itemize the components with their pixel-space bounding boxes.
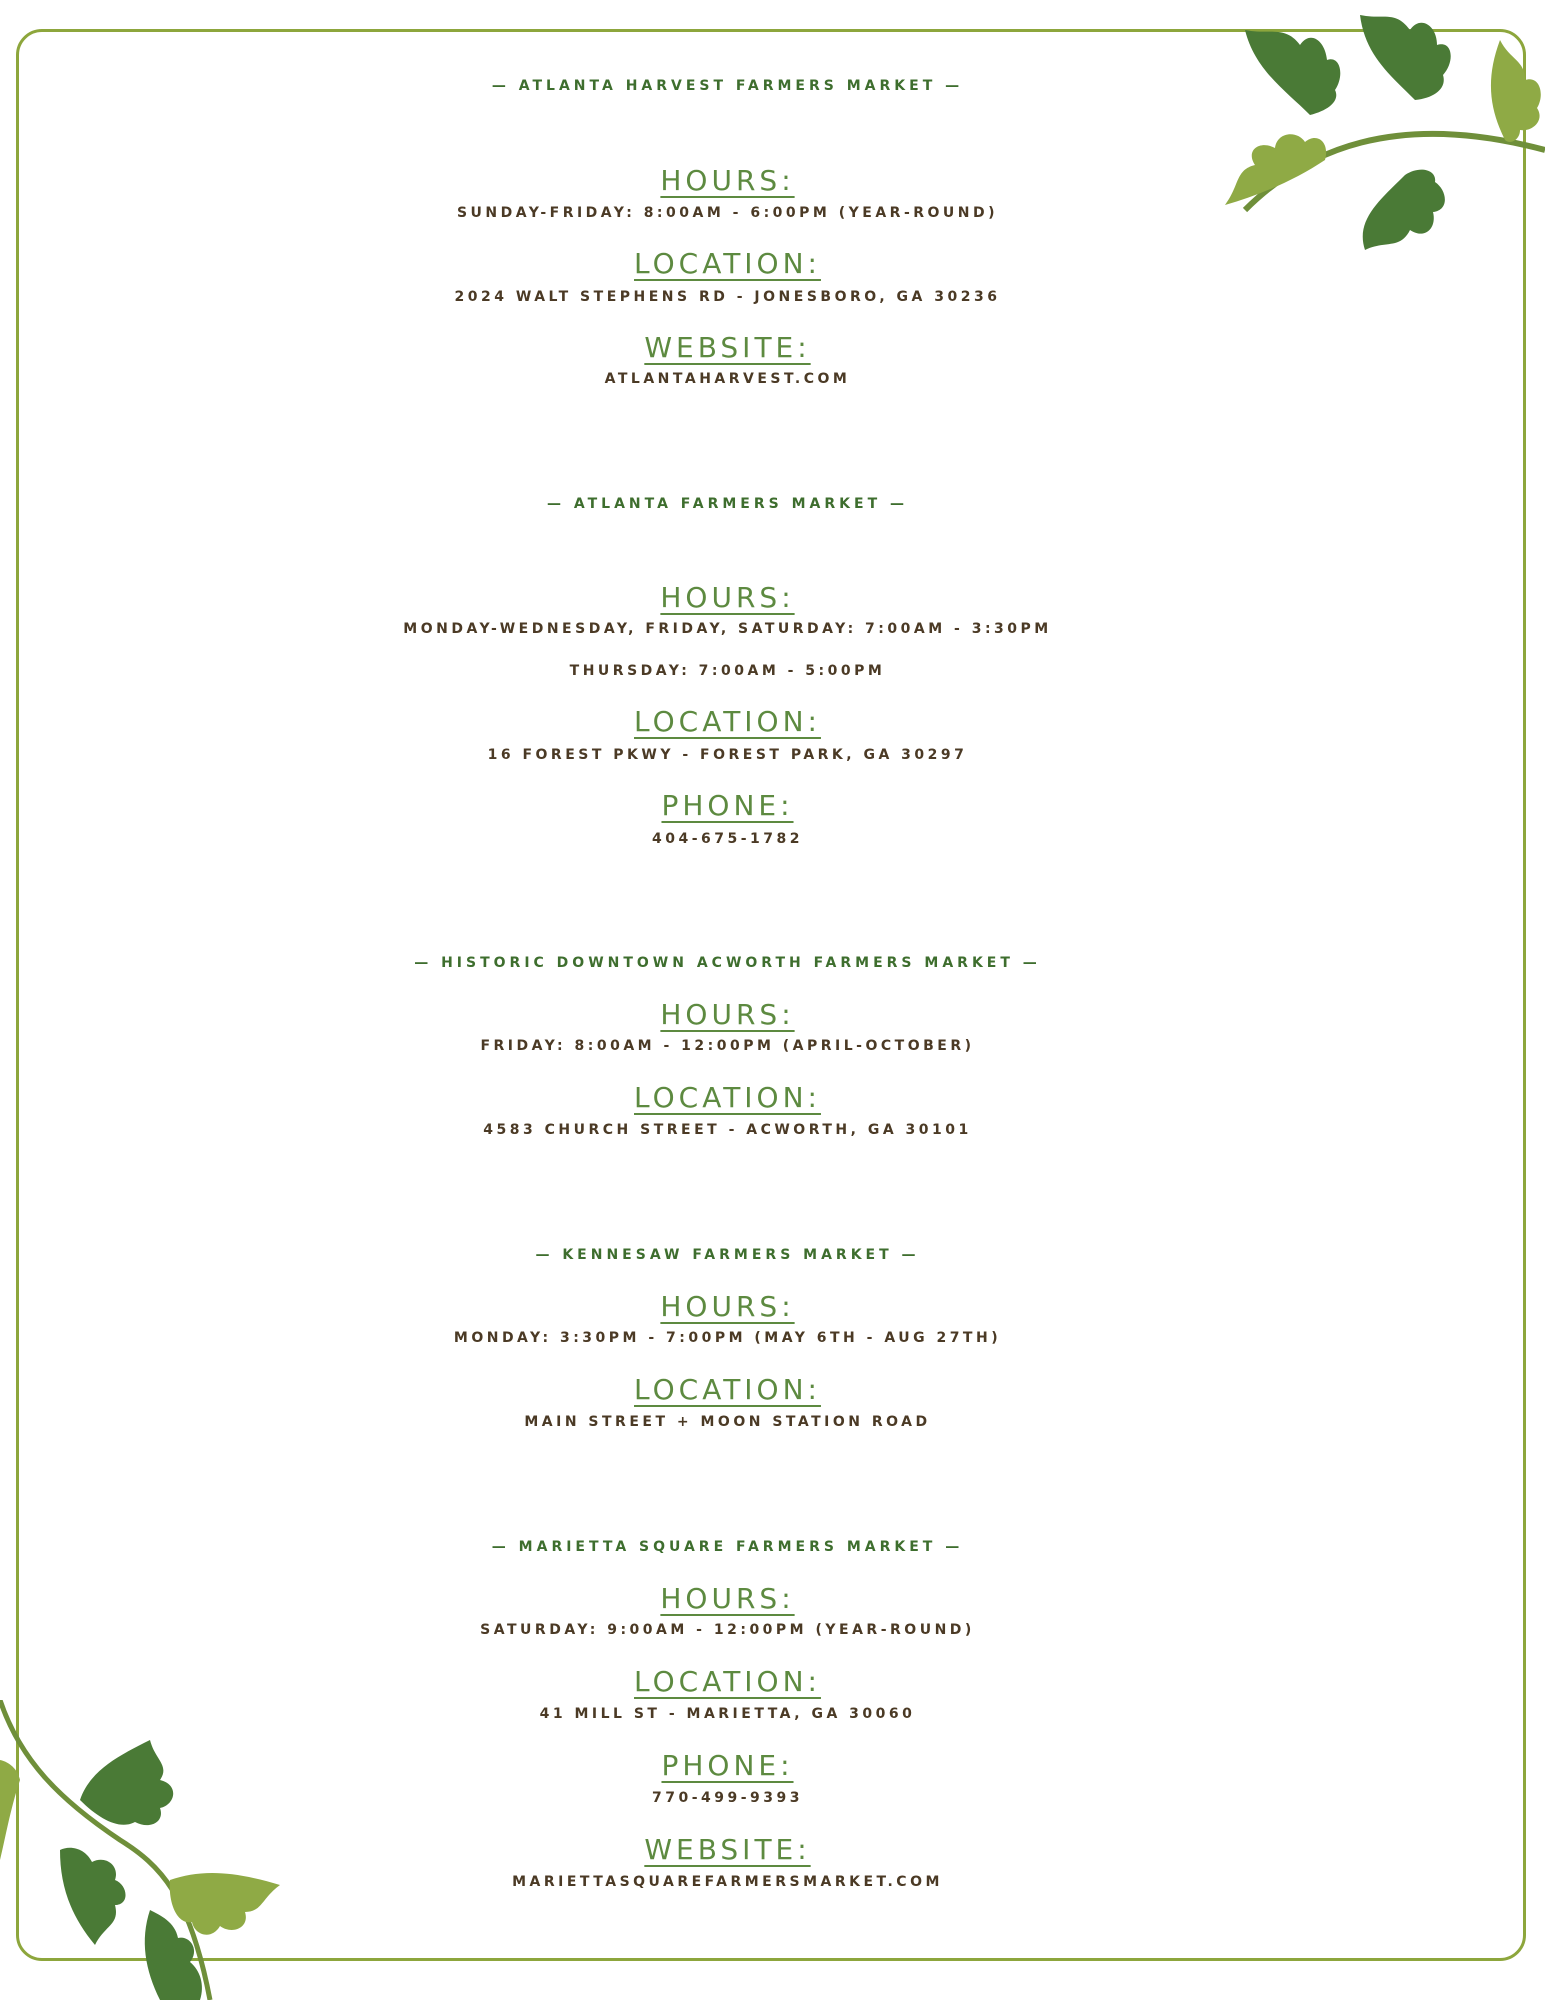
phone-value: 404-675-1782 (651, 831, 804, 847)
market-title: — MARIETTA SQUARE FARMERS MARKET — (491, 1539, 964, 1555)
hours-label: HOURS: (660, 1582, 795, 1615)
location-label: LOCATION: (634, 247, 821, 280)
location-label: LOCATION: (634, 705, 821, 738)
location-value: 4583 CHURCH STREET - ACWORTH, GA 30101 (483, 1122, 972, 1138)
location-value: 2024 WALT STEPHENS RD - JONESBORO, GA 30236 (454, 289, 1001, 305)
market-title: — ATLANTA FARMERS MARKET — (546, 496, 908, 512)
hours-value: MONDAY: 3:30PM - 7:00PM (MAY 6TH - AUG 27TH) (453, 1330, 1002, 1346)
website-link[interactable]: ATLANTAHARVEST.COM (604, 371, 851, 387)
hours-label: HOURS: (660, 164, 795, 197)
oak-leaves-top-right-icon (1215, 0, 1545, 260)
hours-value: FRIDAY: 8:00AM - 12:00PM (APRIL-OCTOBER) (480, 1038, 975, 1054)
location-label: LOCATION: (634, 1373, 821, 1406)
website-label: WEBSITE: (644, 331, 811, 364)
market-title: — HISTORIC DOWNTOWN ACWORTH FARMERS MARKET — (414, 955, 1041, 971)
hours-value: THURSDAY: 7:00AM - 5:00PM (569, 663, 886, 679)
hours-label: HOURS: (660, 1290, 795, 1323)
location-label: LOCATION: (634, 1081, 821, 1114)
hours-label: HOURS: (660, 581, 795, 614)
hours-label: HOURS: (660, 998, 795, 1031)
phone-label: PHONE: (661, 1749, 794, 1782)
market-title: — KENNESAW FARMERS MARKET — (535, 1247, 920, 1263)
hours-value: SATURDAY: 9:00AM - 12:00PM (YEAR-ROUND) (480, 1622, 975, 1638)
phone-label: PHONE: (661, 789, 794, 822)
hours-value: MONDAY-WEDNESDAY, FRIDAY, SATURDAY: 7:00AM - 3:30PM (403, 621, 1052, 637)
website-link[interactable]: MARIETTASQUAREFARMERSMARKET.COM (512, 1874, 943, 1890)
location-value: 16 FOREST PKWY - FOREST PARK, GA 30297 (487, 747, 968, 763)
location-label: LOCATION: (634, 1665, 821, 1698)
location-value: MAIN STREET + MOON STATION ROAD (524, 1414, 931, 1430)
market-title: — ATLANTA HARVEST FARMERS MARKET — (491, 78, 964, 94)
phone-value: 770-499-9393 (651, 1790, 804, 1806)
website-label: WEBSITE: (644, 1833, 811, 1866)
location-value: 41 MILL ST - MARIETTA, GA 30060 (539, 1706, 916, 1722)
hours-value: SUNDAY-FRIDAY: 8:00AM - 6:00PM (YEAR-ROUND) (456, 205, 999, 221)
